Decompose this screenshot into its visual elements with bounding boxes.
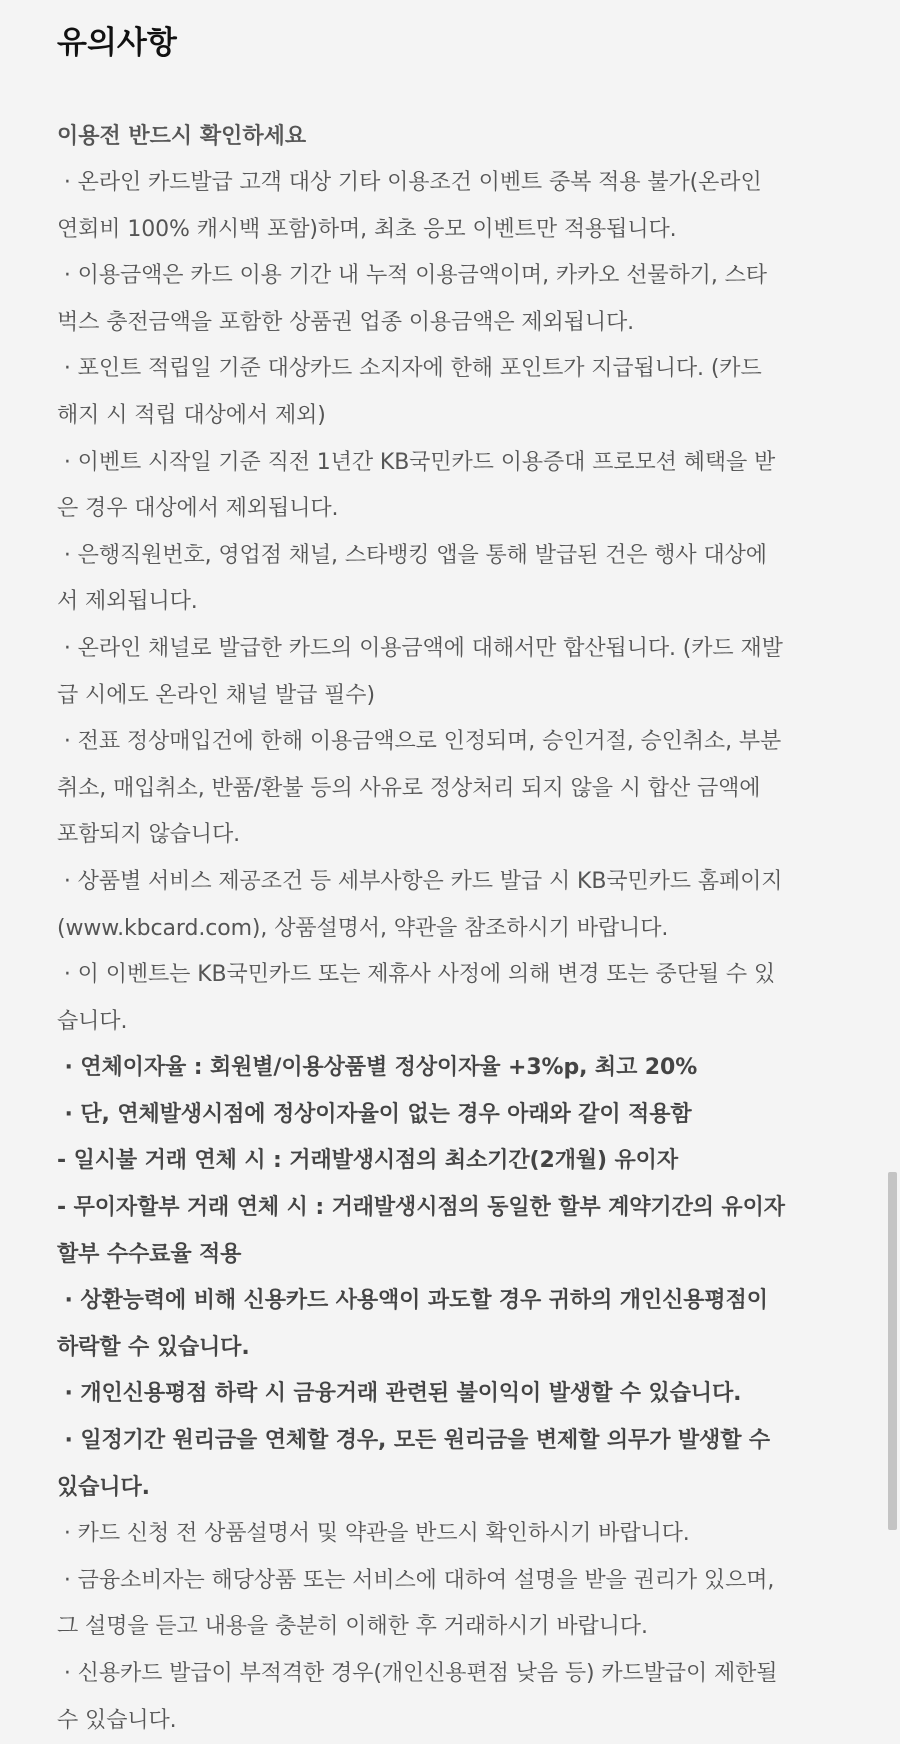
notice-line: · 상환능력에 비해 신용카드 사용액이 과도할 경우 귀하의 개인신용평점이 (57, 1288, 768, 1314)
notice-line: - 일시불 거래 연체 시 : 거래발생시점의 최소기간(2개월) 유이자 (57, 1148, 678, 1174)
notice-line: 하락할 수 있습니다. (57, 1334, 250, 1360)
notice-line: 있습니다. (57, 1474, 150, 1500)
notice-section (57, 20, 857, 1744)
scrollbar-track[interactable] (888, 0, 900, 1700)
notice-line: - 무이자할부 거래 연체 시 : 거래발생시점의 동일한 할부 계약기간의 유이자 (57, 1195, 785, 1221)
notice-body (57, 160, 857, 1744)
notice-line: 할부 수수료율 적용 (57, 1241, 242, 1267)
notice-line: · 상품별 서비스 제공조건 등 세부사항은 카드 발급 시 KB국민카드 홈페이지 (57, 868, 783, 894)
notice-line: · 개인신용평점 하락 시 금융거래 관련된 불이익이 발생할 수 있습니다. (57, 1381, 742, 1407)
notice-line: 포함되지 않습니다. (57, 822, 241, 848)
notice-line: · 이 이벤트는 KB국민카드 또는 제휴사 사정에 의해 변경 또는 중단될 수 있 (57, 962, 776, 988)
notice-line: 벅스 충전금액을 포함한 상품권 업종 이용금액은 제외됩니다. (57, 309, 635, 335)
notice-line: 습니다. (57, 1008, 128, 1034)
notice-line: · 신용카드 발급이 부적격한 경우(개인신용편점 낮음 등) 카드발급이 제한될 (57, 1661, 778, 1686)
notice-line: · 전표 정상매입건에 한해 이용금액으로 인정되며, 승인거절, 승인취소, 부분 (57, 729, 782, 755)
notice-line: · 이용금액은 카드 이용 기간 내 누적 이용금액이며, 카카오 선물하기, 스타 (57, 263, 767, 289)
section-title: 유의사항 (57, 25, 177, 61)
notice-line: 취소, 매입취소, 반품/환불 등의 사유로 정상처리 되지 않을 시 합산 금액에 (57, 775, 761, 801)
notice-line: · 단, 연체발생시점에 정상이자율이 없는 경우 아래와 같이 적용함 (57, 1101, 692, 1127)
scrollbar-thumb[interactable] (888, 1172, 897, 1530)
notice-subtitle: 이용전 반드시 확인하세요 (57, 124, 307, 149)
notice-line: · 금융소비자는 해당상품 또는 서비스에 대하여 설명을 받을 권리가 있으며, (57, 1567, 775, 1593)
notice-line: 해지 시 적립 대상에서 제외) (57, 402, 326, 428)
notice-line: (www.kbcard.com), 상품설명서, 약관을 참조하시기 바랍니다. (57, 915, 669, 941)
notice-line: · 은행직원번호, 영업점 채널, 스타뱅킹 앱을 통해 발급된 건은 행사 대상에 (57, 542, 767, 568)
notice-line: · 포인트 적립일 기준 대상카드 소지자에 한해 포인트가 지급됩니다. (카드 (57, 356, 762, 382)
notice-line: 그 설명을 듣고 내용을 충분히 이해한 후 거래하시기 바랍니다. (57, 1614, 648, 1640)
notice-line: · 일정기간 원리금을 연체할 경우, 모든 원리금을 변제할 의무가 발생할 수 (57, 1428, 771, 1454)
notice-line: · 온라인 카드발급 고객 대상 기타 이용조건 이벤트 중복 적용 불가(온라인 (57, 170, 762, 195)
notice-line: · 연체이자율 : 회원별/이용상품별 정상이자율 +3%p, 최고 20% (57, 1055, 698, 1081)
notice-line: · 온라인 채널로 발급한 카드의 이용금액에 대해서만 합산됩니다. (카드 재발 (57, 635, 783, 661)
notice-line: 서 제외됩니다. (57, 589, 198, 615)
notice-line: 급 시에도 온라인 채널 발급 필수) (57, 682, 375, 708)
notice-line: · 이벤트 시작일 기준 직전 1년간 KB국민카드 이용증대 프로모션 혜택을 받 (57, 449, 776, 475)
notice-line: · 카드 신청 전 상품설명서 및 약관을 반드시 확인하시기 바랍니다. (57, 1521, 690, 1547)
notice-line: 은 경우 대상에서 제외됩니다. (57, 496, 339, 522)
notice-line: 연회비 100% 캐시백 포함)하며, 최초 응모 이벤트만 적용됩니다. (57, 216, 677, 242)
notice-line: 수 있습니다. (57, 1707, 177, 1733)
